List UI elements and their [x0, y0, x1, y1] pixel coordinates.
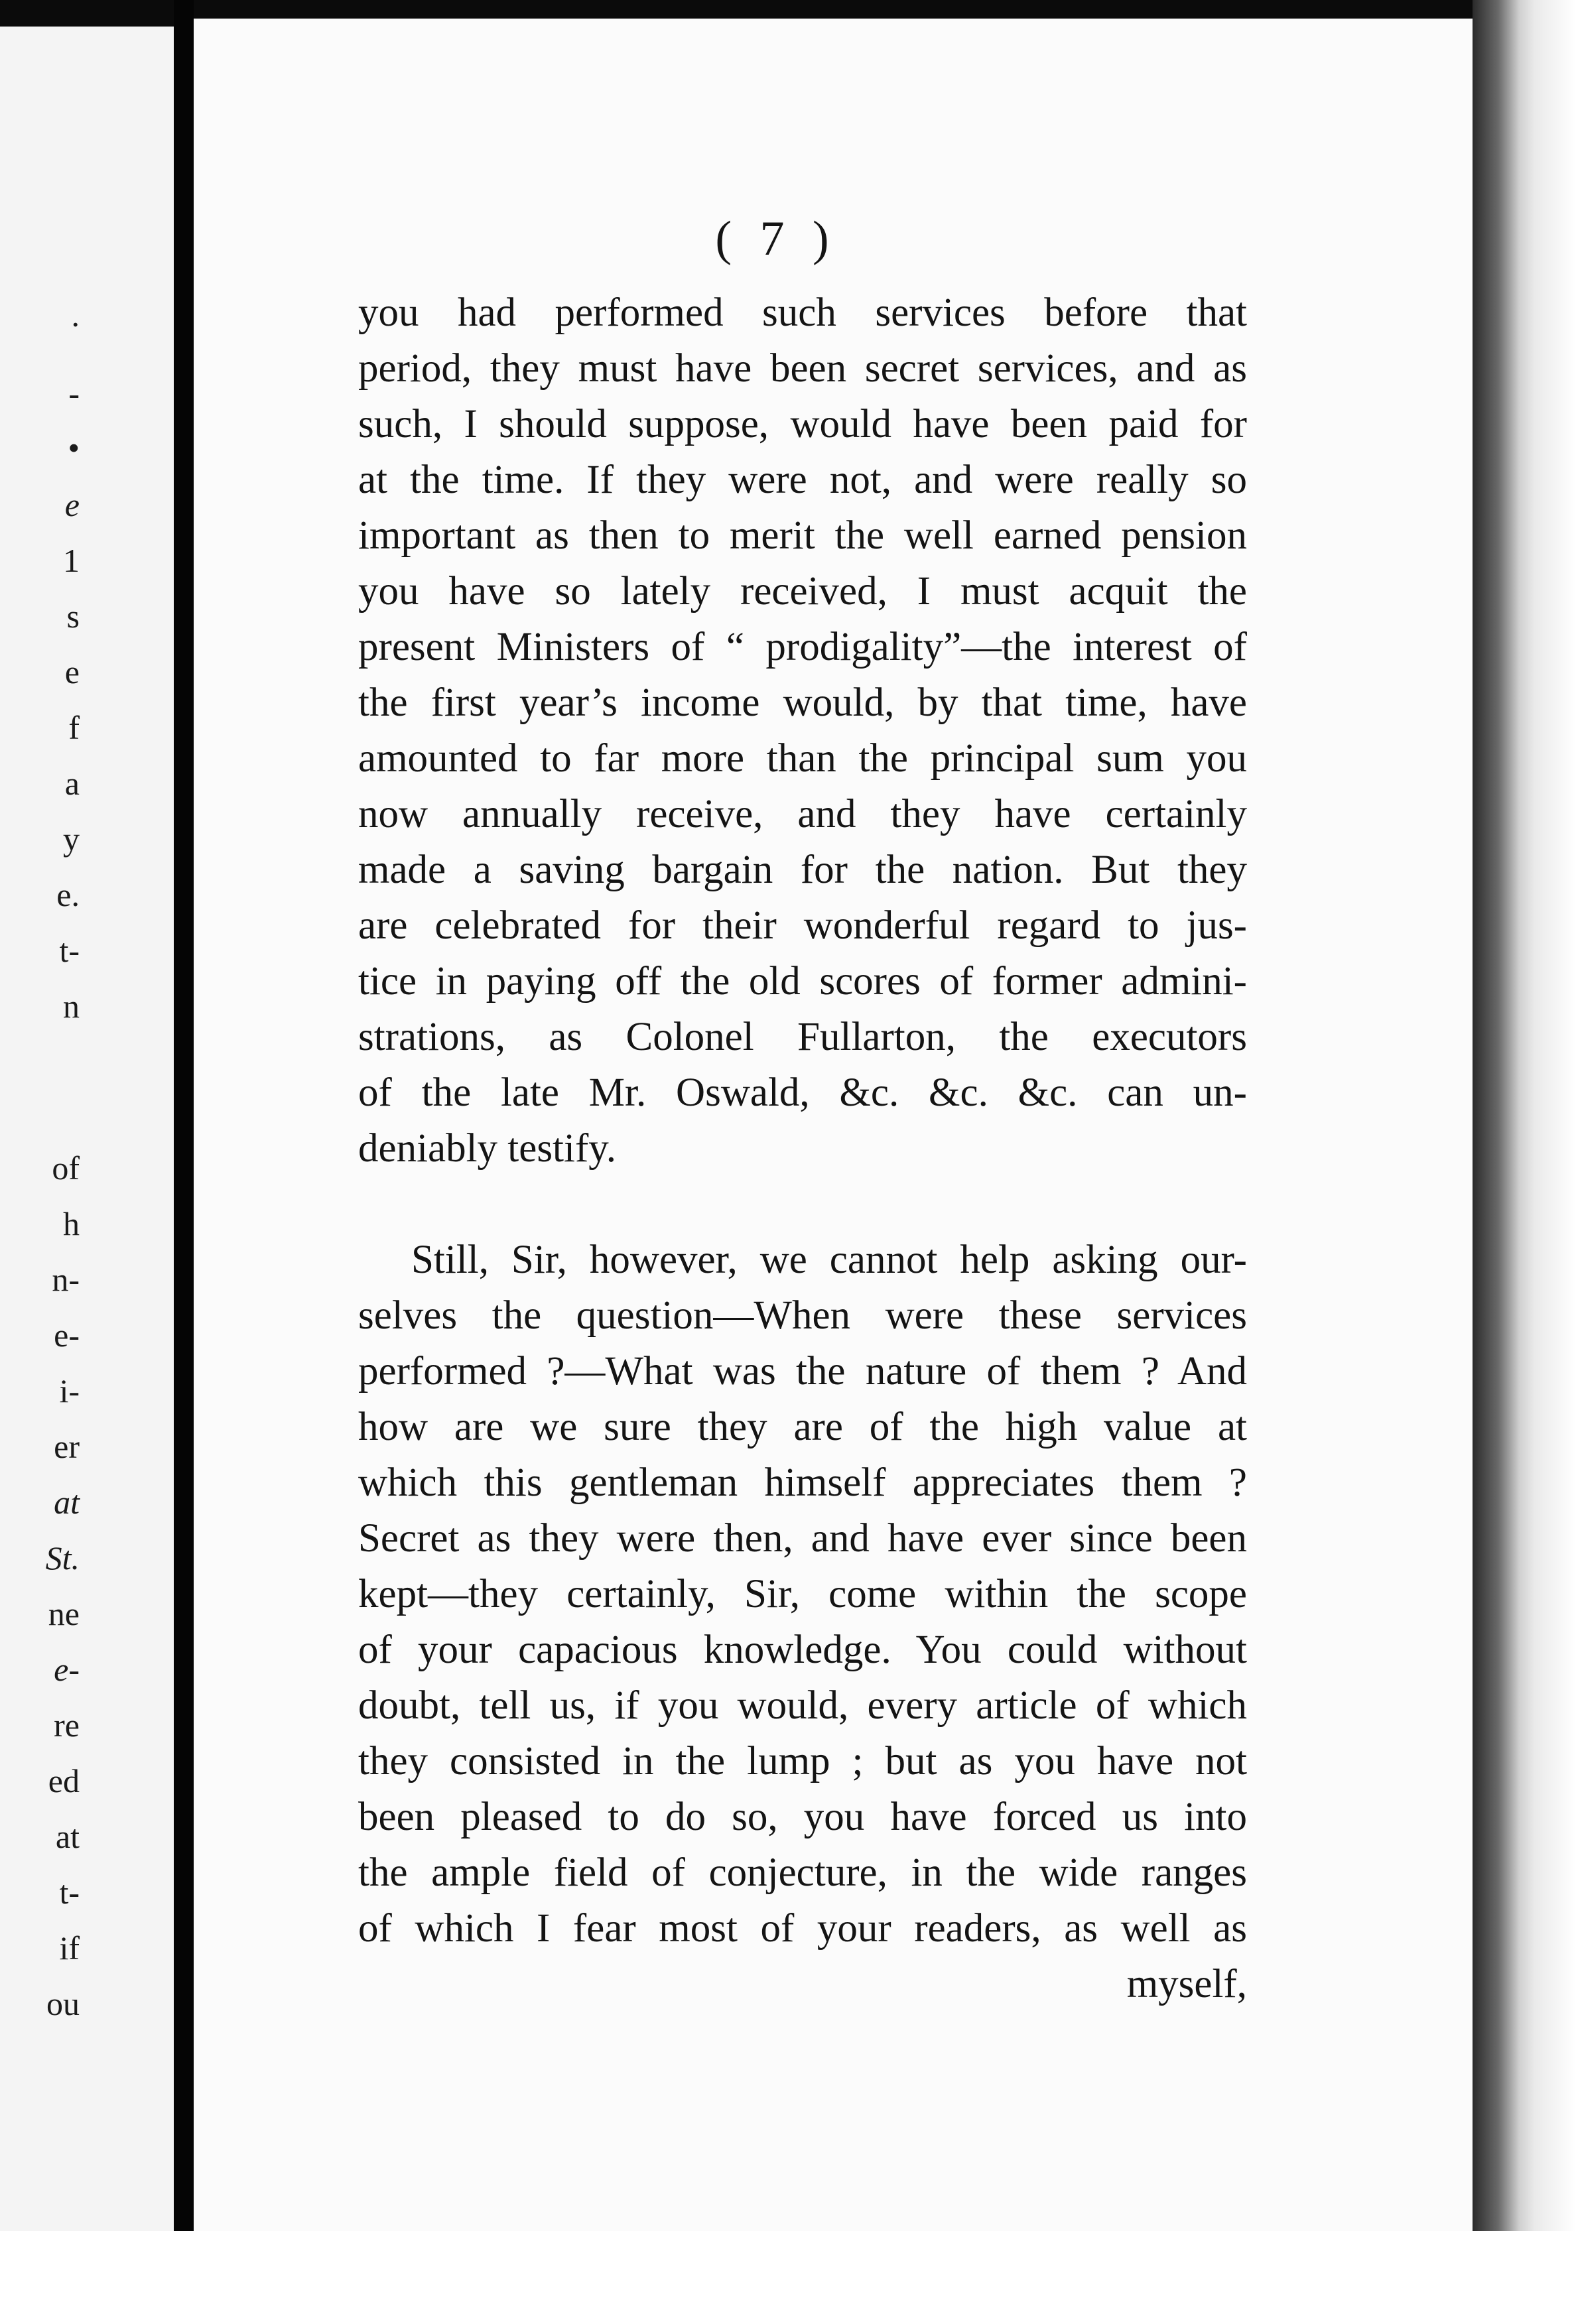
text-line: of which I fear most of your readers, as well as: [358, 1906, 1247, 1951]
text-line: are celebrated for their wonderful regard to jus-: [358, 903, 1247, 948]
text-line: at the time. If they were not, and were really so: [358, 458, 1247, 502]
left-fragment: s: [66, 598, 80, 635]
left-fragment: e-: [54, 1317, 80, 1354]
left-fragment: y: [63, 820, 80, 858]
paragraph-gap: [358, 1177, 1247, 1232]
text-line: the first year’s income would, by that time, have: [358, 680, 1247, 725]
left-fragment: at: [55, 1818, 80, 1855]
left-fragment: ou: [46, 1985, 80, 2022]
left-fragment: t-: [59, 932, 80, 969]
scan-bottom-margin: [0, 2231, 1576, 2324]
book-gutter: [174, 0, 194, 2324]
left-fragment: e-: [54, 1651, 80, 1688]
left-fragment: i-: [59, 1372, 80, 1409]
text-line: they consisted in the lump ; but as you have not: [358, 1739, 1247, 1783]
text-line: period, they must have been secret services, and as: [358, 346, 1247, 391]
text-line: important as then to merit the well earned pension: [358, 513, 1247, 558]
left-fragment: .: [71, 296, 80, 334]
text-line: present Ministers of “ prodigality”—the interest of: [358, 625, 1247, 669]
left-fragment: St.: [45, 1539, 80, 1577]
text-line: which this gentleman himself appreciates them ?: [358, 1460, 1247, 1505]
text-line: you had performed such services before that: [358, 290, 1247, 335]
left-page-margin: [0, 27, 176, 2262]
left-fragment: -: [68, 375, 80, 412]
left-fragment: e: [64, 486, 80, 523]
text-line: how are we sure they are of the high value at: [358, 1405, 1247, 1449]
left-fragment: ne: [48, 1595, 80, 1632]
left-fragment: n: [63, 988, 80, 1025]
catchword: myself,: [1126, 1962, 1247, 2006]
left-fragment: h: [63, 1205, 80, 1242]
text-line: performed ?—What was the nature of them ? And: [358, 1349, 1247, 1393]
left-fragment: f: [68, 709, 80, 746]
text-line: Still, Sir, however, we cannot help asking our-: [411, 1238, 1247, 1282]
left-fragment: n-: [52, 1261, 80, 1298]
text-line: amounted to far more than the principal sum you: [358, 736, 1247, 781]
left-fragment: e: [64, 653, 80, 690]
text-line: the ample field of conjecture, in the wide ranges: [358, 1850, 1247, 1895]
text-line: doubt, tell us, if you would, every article of which: [358, 1683, 1247, 1728]
left-fragment: er: [54, 1428, 80, 1465]
left-fragment: if: [59, 1929, 80, 1967]
left-fragment: 1: [63, 542, 80, 579]
text-line: selves the question—When were these services: [358, 1293, 1247, 1338]
left-fragment: e.: [56, 876, 80, 913]
left-fragment: •: [68, 429, 80, 466]
text-line: such, I should suppose, would have been paid for: [358, 402, 1247, 446]
page-number: ( 7 ): [715, 212, 837, 266]
text-line: deniably testify.: [358, 1126, 617, 1171]
left-fragment: t-: [59, 1874, 80, 1911]
text-line: made a saving bargain for the nation. But they: [358, 848, 1247, 892]
text-line: tice in paying off the old scores of former admini-: [358, 959, 1247, 1003]
text-line: kept—they certainly, Sir, come within the scope: [358, 1572, 1247, 1616]
left-fragment: re: [54, 1707, 80, 1744]
text-line: of the late Mr. Oswald, &c. &c. &c. can un-: [358, 1070, 1247, 1115]
text-line: strations, as Colonel Fullarton, the executors: [358, 1015, 1247, 1059]
left-fragment: at: [54, 1484, 80, 1521]
left-fragment: a: [64, 765, 80, 802]
text-line: you have so lately received, I must acquit the: [358, 569, 1247, 613]
page-edge-shadow: [1473, 0, 1576, 2324]
text-line: been pleased to do so, you have forced us into: [358, 1795, 1247, 1839]
text-line: Secret as they were then, and have ever since been: [358, 1516, 1247, 1561]
left-fragment: ed: [48, 1762, 80, 1799]
left-fragment: of: [52, 1149, 80, 1187]
page-body: [358, 285, 1247, 2012]
text-line: now annually receive, and they have certainly: [358, 792, 1247, 836]
text-line: of your capacious knowledge. You could without: [358, 1628, 1247, 1672]
